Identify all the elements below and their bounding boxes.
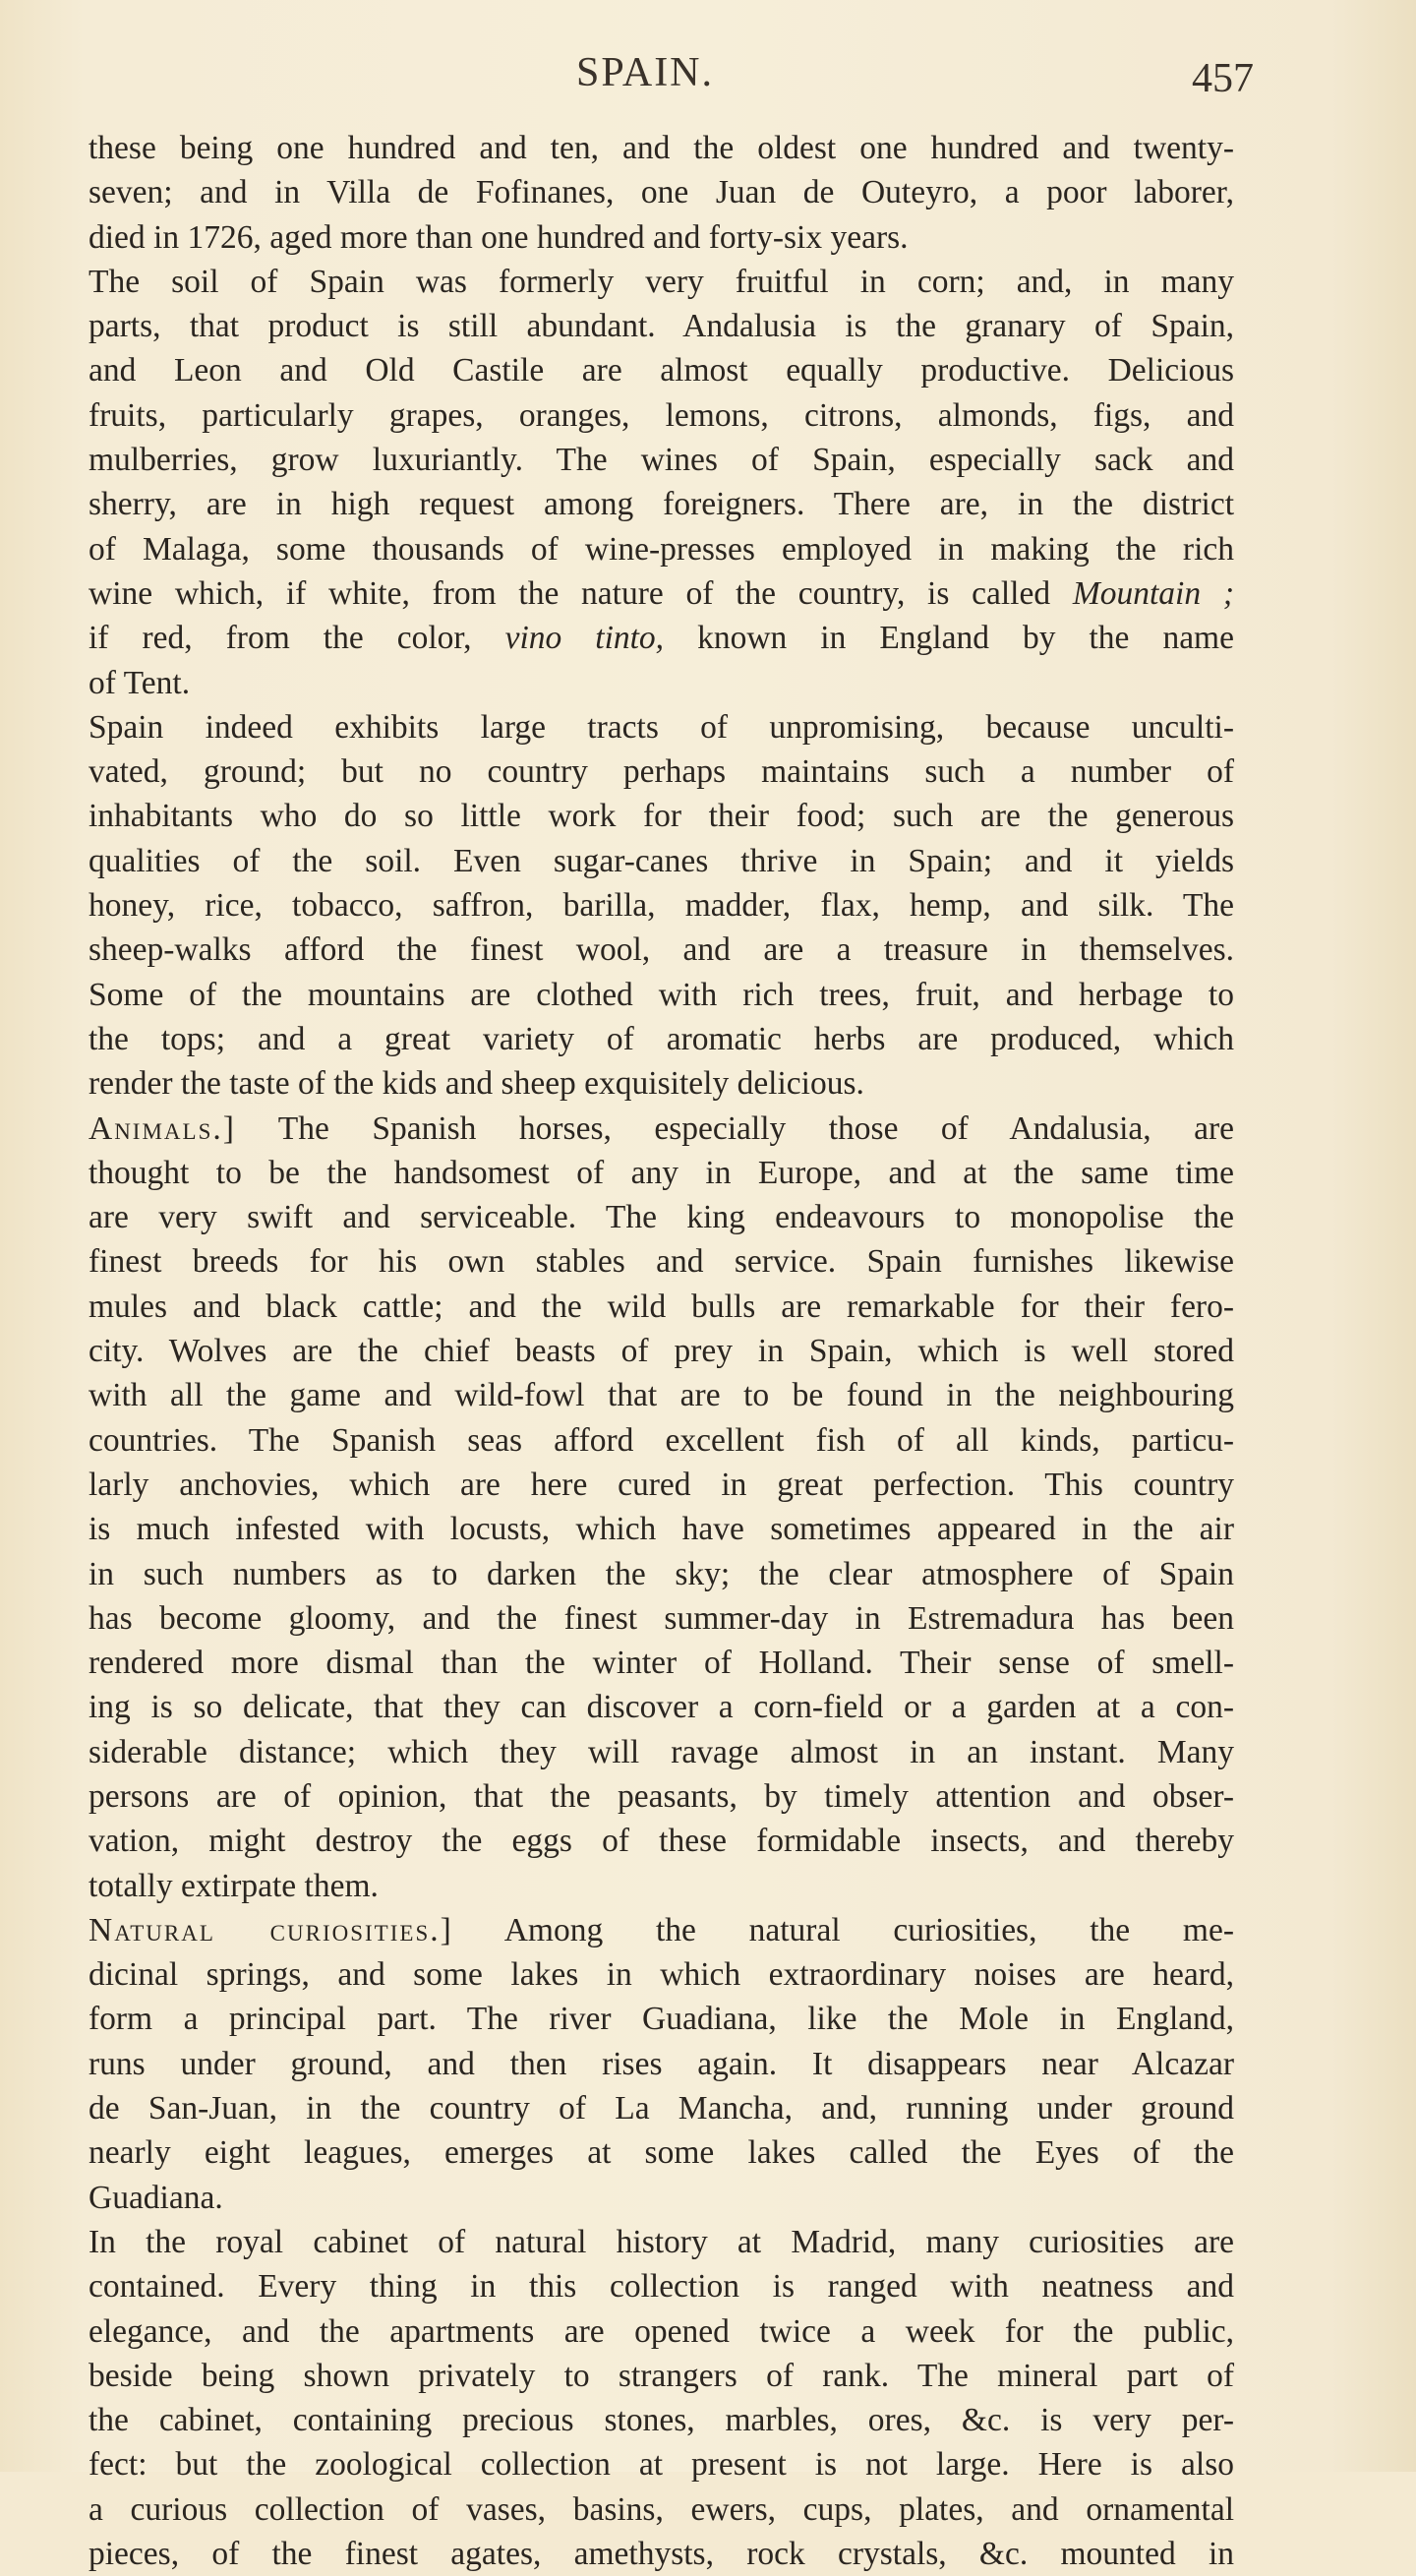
- text-line: with all the game and wild-fowl that are to be found in the neighbouring: [88, 1377, 1234, 1414]
- section-heading-animals: Animals.]: [88, 1109, 236, 1147]
- text-line: has become gloomy, and the finest summer-day in Estremadura has been: [88, 1599, 1234, 1637]
- text-line: rendered more dismal than the winter of Holland. Their sense of smell-: [88, 1645, 1234, 1682]
- text-line: de San-Juan, in the country of La Mancha, and, running under ground: [88, 2090, 1234, 2127]
- paragraph-soil: [88, 260, 1234, 705]
- text-segment: The Spanish horses, especially those of Andalusia, are: [277, 1109, 1234, 1147]
- text-line: render the taste of the kids and sheep exquisitely delicious.: [88, 1065, 864, 1103]
- text-line: sheep-walks afford the finest wool, and are a treasure in themselves.: [88, 931, 1234, 969]
- text-line: of Malaga, some thousands of wine-presses employed in making the rich: [88, 530, 1234, 568]
- text-line: pieces, of the finest agates, amethysts, rock crystals, &c. mounted in: [88, 2536, 1234, 2573]
- text-line: and Leon and Old Castile are almost equally productive. Delicious: [88, 352, 1234, 389]
- text-line: [88, 1107, 1234, 1151]
- text-segment: known in England by the name: [697, 620, 1234, 657]
- paragraph-longevity: [88, 126, 1234, 260]
- text-segment: if red, from the color,: [88, 620, 472, 657]
- text-segment: wine which, if white, from the nature of the country, is called: [88, 574, 1051, 612]
- italic-term: Mountain ;: [1072, 574, 1234, 612]
- text-line: [88, 616, 1234, 660]
- text-line: sherry, are in high request among foreigners. There are, in the district: [88, 486, 1234, 523]
- text-line: inhabitants who do so little work for their food; such are the generous: [88, 798, 1234, 835]
- running-head: [0, 49, 1416, 108]
- text-line: the cabinet, containing precious stones, marbles, ores, &c. is very per-: [88, 2402, 1234, 2439]
- text-line: seven; and in Villa de Fofinanes, one Juan de Outeyro, a poor laborer,: [88, 174, 1234, 211]
- text-line: city. Wolves are the chief beasts of prey in Spain, which is well stored: [88, 1333, 1234, 1370]
- text-line: dicinal springs, and some lakes in which extraordinary noises are heard,: [88, 1956, 1234, 1994]
- paragraph-tracts: [88, 705, 1234, 1107]
- text-line: [88, 571, 1234, 616]
- text-line: vation, might destroy the eggs of these formidable insects, and thereby: [88, 1823, 1234, 1860]
- body-text: [88, 126, 1234, 2576]
- text-line: Spain indeed exhibits large tracts of unpromising, because unculti-: [88, 708, 1234, 746]
- page-title: SPAIN.: [576, 50, 715, 95]
- text-line: nearly eight leagues, emerges at some lakes called the Eyes of the: [88, 2134, 1234, 2172]
- text-line: Some of the mountains are clothed with rich trees, fruit, and herbage to: [88, 976, 1234, 1013]
- text-line: in such numbers as to darken the sky; the clear atmosphere of Spain: [88, 1555, 1234, 1592]
- text-line: contained. Every thing in this collection is ranged with neatness and: [88, 2268, 1234, 2306]
- text-line: these being one hundred and ten, and the oldest one hundred and twenty-: [88, 130, 1234, 166]
- text-line: The soil of Spain was formerly very fruitful in corn; and, in many: [88, 263, 1234, 300]
- text-line: mules and black cattle; and the wild bulls are remarkable for their fero-: [88, 1288, 1234, 1325]
- section-heading-natural-curiosities: Natural curiosities.]: [88, 1911, 453, 1948]
- text-line: the tops; and a great variety of aromatic herbs are produced, which: [88, 1020, 1234, 1057]
- text-line: In the royal cabinet of natural history at Madrid, many curiosities are: [88, 2223, 1234, 2260]
- text-line: larly anchovies, which are here cured in great perfection. This country: [88, 1466, 1234, 1503]
- text-line: totally extirpate them.: [88, 1867, 379, 1904]
- paragraph-animals: [88, 1107, 1234, 1908]
- page-number: 457: [1192, 56, 1254, 101]
- text-line: ing is so delicate, that they can discover a corn-field or a garden at a con-: [88, 1689, 1234, 1726]
- text-line: thought to be the handsomest of any in Europe, and at the same time: [88, 1154, 1234, 1191]
- paragraph-natural-curiosities: [88, 1908, 1234, 2220]
- text-segment: Among the natural curiosities, the me-: [503, 1911, 1234, 1948]
- text-line: is much infested with locusts, which have sometimes appeared in the air: [88, 1511, 1234, 1548]
- text-line: parts, that product is still abundant. Andalusia is the granary of Spain,: [88, 308, 1234, 345]
- paragraph-royal-cabinet: [88, 2220, 1234, 2576]
- text-line: form a principal part. The river Guadiana, like the Mole in England,: [88, 2001, 1234, 2038]
- text-line: finest breeds for his own stables and service. Spain furnishes likewise: [88, 1243, 1234, 1281]
- text-line: beside being shown privately to strangers of rank. The mineral part of: [88, 2357, 1234, 2394]
- text-line: of Tent.: [88, 664, 191, 701]
- text-line: are very swift and serviceable. The king endeavours to monopolise the: [88, 1199, 1234, 1236]
- italic-term: vino tinto,: [504, 620, 665, 657]
- text-line: fect: but the zoological collection at present is not large. Here is also: [88, 2446, 1234, 2484]
- text-line: died in 1726, aged more than one hundred and forty-six years.: [88, 218, 909, 256]
- text-line: elegance, and the apartments are opened twice a week for the public,: [88, 2312, 1234, 2350]
- text-line: mulberries, grow luxuriantly. The wines of Spain, especially sack and: [88, 442, 1234, 479]
- text-line: vated, ground; but no country perhaps maintains such a number of: [88, 753, 1234, 791]
- text-line: [88, 1908, 1234, 1952]
- text-line: countries. The Spanish seas afford excellent fish of all kinds, particu-: [88, 1421, 1234, 1459]
- text-line: honey, rice, tobacco, saffron, barilla, madder, flax, hemp, and silk. The: [88, 887, 1234, 925]
- text-line: Guadiana.: [88, 2179, 223, 2216]
- text-line: a curious collection of vases, basins, ewers, cups, plates, and ornamental: [88, 2490, 1234, 2528]
- text-line: fruits, particularly grapes, oranges, lemons, citrons, almonds, figs, and: [88, 396, 1234, 434]
- text-line: runs under ground, and then rises again. It disappears near Alcazar: [88, 2045, 1234, 2082]
- text-line: persons are of opinion, that the peasants, by timely attention and obser-: [88, 1777, 1234, 1815]
- text-line: qualities of the soil. Even sugar-canes thrive in Spain; and it yields: [88, 842, 1234, 879]
- text-line: siderable distance; which they will ravage almost in an instant. Many: [88, 1733, 1234, 1770]
